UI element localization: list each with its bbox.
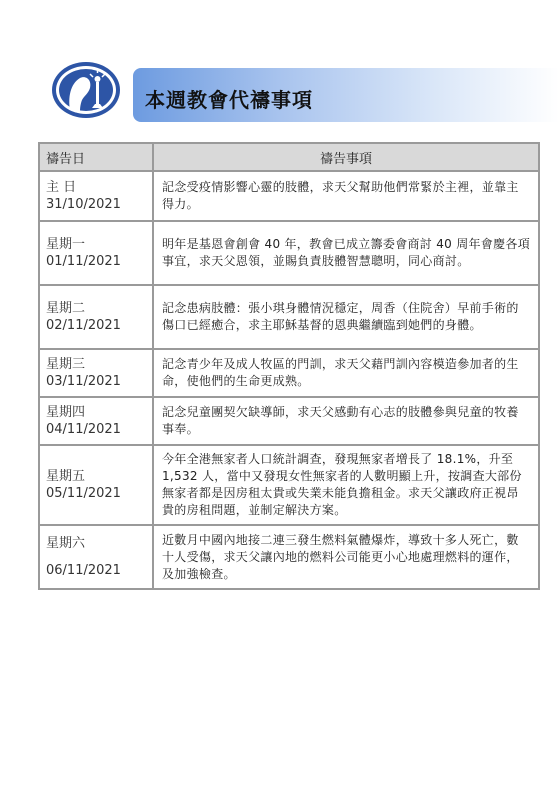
date-cell (39, 525, 153, 589)
title-banner (133, 68, 559, 122)
prayer-item: 近數月中國內地接二連三發生燃料氣體爆炸，導致十多人死亡，數十人受傷，求天父讓內地的燃料公司能更小心地處理燃料的運作，及加強檢查。 (153, 525, 539, 589)
page-title: 本週教會代禱事項 (145, 88, 313, 112)
date-cell (39, 171, 153, 221)
date-cell (39, 349, 153, 397)
date-label: 06/11/2021 (46, 563, 121, 578)
table-row (39, 171, 539, 221)
prayer-item: 記念兒童團契欠缺導師，求天父感動有心志的肢體參與兒童的牧養事奉。 (153, 397, 539, 445)
date-label: 04/11/2021 (46, 422, 121, 437)
weekday-label: 星期一 (46, 237, 86, 252)
prayer-item: 記念受疫情影響心靈的肢體，求天父幫助他們常緊於主裡，並靠主得力。 (153, 171, 539, 221)
table-row (39, 397, 539, 445)
date-label: 01/11/2021 (46, 254, 121, 269)
date-cell (39, 397, 153, 445)
date-label: 05/11/2021 (46, 486, 121, 501)
date-label: 31/10/2021 (46, 197, 121, 212)
prayer-item: 記念青少年及成人牧區的門訓，求天父藉門訓內容模造參加者的生命，使他們的生命更成熟。 (153, 349, 539, 397)
prayer-item: 今年全港無家者人口統計調查，發現無家者增長了 18.1%，升至 1,532 人，當中又發現女性無家者的人數明顯上升，按調查大部份無家者都是因房租太貴或失業未能負擔租金。求天父讓政府正視昂貴的房租問題，並制定解決方案。 (153, 445, 539, 525)
table-row (39, 285, 539, 349)
table-row (39, 445, 539, 525)
weekday-label: 星期四 (46, 405, 86, 420)
prayer-item: 明年是基恩會創會 40 年，教會已成立籌委會商討 40 周年會慶各項事宜，求天父恩領，並賜負責肢體智慧聰明，同心商討。 (153, 221, 539, 285)
prayer-item: 記念患病肢體：張小琪身體情況穩定，周香（住院舍）早前手術的傷口已經癒合，求主耶穌基督的恩典繼續臨到她們的身體。 (153, 285, 539, 349)
church-logo-icon (50, 60, 122, 120)
date-cell (39, 285, 153, 349)
date-label: 03/11/2021 (46, 374, 121, 389)
date-cell (39, 445, 153, 525)
table-row (39, 221, 539, 285)
date-label: 02/11/2021 (46, 318, 121, 333)
weekday-label: 星期五 (46, 469, 86, 484)
table-header-row (39, 143, 539, 171)
column-header-date: 禱告日 (39, 143, 153, 171)
column-header-item: 禱告事項 (153, 143, 539, 171)
date-cell (39, 221, 153, 285)
table-row (39, 525, 539, 589)
prayer-table (38, 142, 540, 590)
weekday-label: 星期三 (46, 357, 86, 372)
table-row (39, 349, 539, 397)
weekday-label: 星期六 (46, 536, 86, 551)
weekday-label: 主 日 (46, 180, 77, 195)
weekday-label: 星期二 (46, 301, 86, 316)
